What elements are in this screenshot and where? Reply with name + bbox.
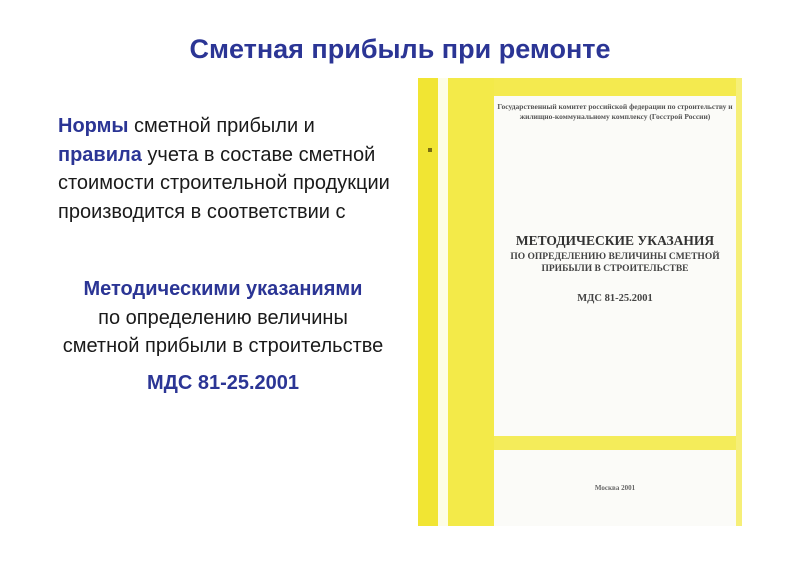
document-cover-image <box>418 78 742 526</box>
reference-keyword: Методическими указаниями <box>83 278 363 300</box>
cover-stripe <box>438 78 448 526</box>
intro-text-2: учета в составе сметной стоимости строительной продукции производится в соответствии с <box>58 143 390 223</box>
cover-subtitle: ПО ОПРЕДЕЛЕНИЮ ВЕЛИЧИНЫ СМЕТНОЙ ПРИБЫЛИ В СТРОИТЕЛЬСТВЕ <box>510 252 720 274</box>
cover-code: МДС 81-25.2001 <box>577 293 653 304</box>
keyword-norms: Нормы <box>58 115 129 137</box>
slide-title: Сметная прибыль при ремонте <box>189 34 611 64</box>
cover-stripe <box>448 78 494 526</box>
reference-text: по определению величины сметной прибыли в строительстве <box>62 306 384 357</box>
reference-block <box>58 275 388 397</box>
cover-city-year: Москва 2001 <box>594 484 636 492</box>
cover-stripe <box>736 78 742 526</box>
cover-stripe <box>418 78 438 526</box>
intro-text-1: сметной прибыли и <box>128 115 315 137</box>
cover-stripe <box>494 78 742 96</box>
keyword-rules: правила <box>58 143 142 166</box>
intro-paragraph <box>58 112 408 226</box>
cover-title: МЕТОДИЧЕСКИЕ УКАЗАНИЯ <box>515 233 715 248</box>
reference-code: МДС 81-25.2001 <box>146 371 300 394</box>
cover-organization: Государственный комитет российской федерации по строительству и жилищно-коммунальному комплексу (Госстрой России) <box>497 102 733 121</box>
cover-stripe <box>494 436 742 450</box>
cover-mark <box>428 148 432 152</box>
